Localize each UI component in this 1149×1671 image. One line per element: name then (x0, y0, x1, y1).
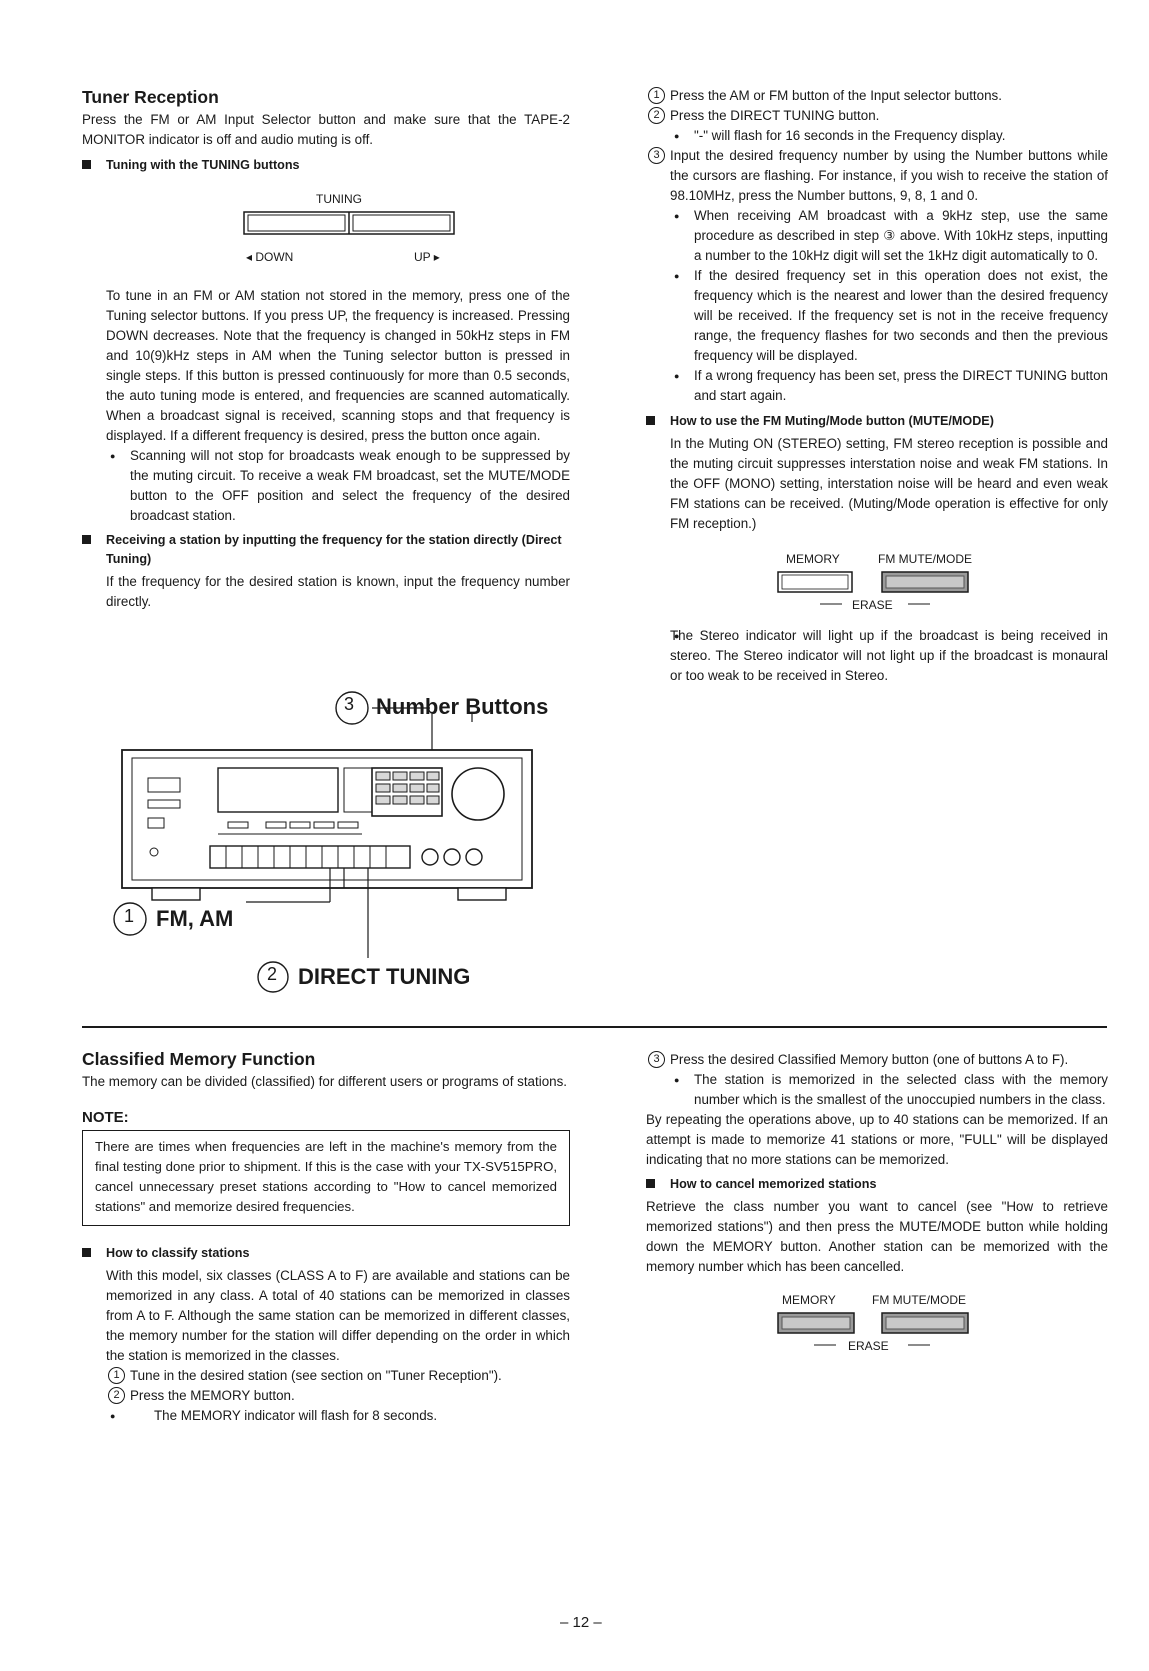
callout-num-3: 3 (344, 694, 355, 714)
classify-step-number-3: 3 (648, 1051, 665, 1068)
note-box: There are times when frequencies are left in the machine's memory from the final testing done prior to shipment. If this is the case with your TX-SV515PRO, cancel unnecessary preset stations according to "How to cancel memorized stations" and memorize desired frequencies. (82, 1130, 570, 1226)
tuning-buttons-illustration (82, 208, 570, 248)
cancel-body: Retrieve the class number you want to cancel (see "How to retrieve memorized stations") and then press the MUTE/MODE button while holding down the MEMORY button. Another station can be memorized with the memory number which has been cancelled. (646, 1199, 1108, 1274)
stereo-indicator-bullet: ● The Stereo indicator will light up if the broadcast is being received in stereo. The Stereo indicator will not light up if the broadcast is monaural or too weak to be received in Stereo. (646, 626, 1108, 686)
classify-step-number-2: 2 (108, 1387, 125, 1404)
step-number-3: 3 (648, 147, 665, 164)
tuning-body: To tune in an FM or AM station not stored in the memory, press one of the Tuning selector buttons. If you press UP, the frequency is increased. Pressing DOWN decreases. Note that the frequency is changed in 50kHz steps in FM and 10(9)kHz steps in AM when the Tuning selector button is pressed in single steps. If this button is pressed continuously for more than 0.5 seconds, the auto tuning mode is entered, and frequencies are scanned automatically. When a broadcast signal is received, scanning stops and that frequency is displayed. If a different frequency is desired, press the button once again. (106, 288, 570, 443)
note-label: NOTE: (82, 1109, 129, 1126)
step-3-bullet-2: ● If the desired frequency set in this operation does not exist, the frequency which is the nearest and lower than the desired frequency will be received. If the frequency set is not in the receive frequency range, the frequency flashes for two seconds and then the previous frequency will be displayed. (646, 266, 1108, 366)
classify-step-3-bullet: ● The station is memorized in the selected class with the memory number which is the smallest of the unoccupied numbers in the class. (646, 1070, 1108, 1110)
step-2 (646, 106, 1108, 126)
step-number-2: 2 (648, 107, 665, 124)
step-3-bullet-1: ● When receiving AM broadcast with a 9kHz step, use the same procedure as described in step ③ above. With 10kHz steps, inputting a number to the 10kHz digit will set the 1kHz digit automatically to 0. (646, 206, 1108, 266)
step-3-bullet-3: ● If a wrong frequency has been set, press the DIRECT TUNING button and start again. (646, 366, 1108, 406)
repeat-body: By repeating the operations above, up to 40 stations can be memorized. If an attempt is made to memorize 41 stations or more, "FULL" will be displayed indicating that no more stations can be memorized. (646, 1112, 1108, 1167)
tuning-bullet: ● Scanning will not stop for broadcasts weak enough to be suppressed by the muting circuit. To receive a weak FM broadcast, set the MUTE/MODE button to the OFF position and select the frequency of the desired broadcast station. (82, 446, 570, 526)
tuning-label: TUNING (316, 192, 362, 206)
memory-label-bottom: MEMORY (782, 1293, 836, 1307)
step-2-text: Press the DIRECT TUNING button. (670, 108, 880, 123)
step-3-text: Input the desired frequency number by using the Number buttons while the cursors are flashing. For instance, if you wish to receive the station of 98.10MHz, press the Number buttons, 9, 8, 1 and 0. (670, 148, 1108, 203)
tuning-button-diagram (82, 178, 570, 286)
tuner-section (82, 86, 570, 612)
receiver-illustration (100, 688, 580, 988)
classified-intro: The memory can be divided (classified) for different users or programs of stations. (82, 1074, 567, 1089)
memory-mute-diagram-bottom (646, 1277, 1108, 1367)
page-number: – 12 – (560, 1614, 602, 1631)
direct-body: If the frequency for the desired station is known, input the frequency number directly. (106, 574, 570, 609)
tuning-up-label: UP ▸ (414, 250, 440, 264)
classify-step-2 (82, 1386, 570, 1406)
receiver-front-panel (100, 688, 580, 988)
muting-body: In the Muting ON (STEREO) setting, FM stereo reception is possible and the muting circuit suppresses interstation noise and weak FM stations. In the OFF (MONO) setting, interstation noise will be heard and even weak FM stations can be received. (Muting/Mode operation is effective for only FM reception.) (670, 436, 1108, 531)
classify-step-1 (82, 1366, 570, 1386)
step-2-bullet: ● "-" will flash for 16 seconds in the Frequency display. (646, 126, 1108, 146)
classify-step-3-text: Press the desired Classified Memory button (one of buttons A to F). (670, 1052, 1069, 1067)
erase-label-bottom: ERASE (848, 1339, 889, 1353)
callout-fm-am: FM, AM (156, 906, 234, 931)
step-3 (646, 146, 1108, 206)
memory-mute-diagram-top (646, 534, 1108, 626)
heading-classify: How to classify stations (82, 1244, 570, 1263)
mute-label-top: FM MUTE/MODE (878, 552, 972, 566)
tuning-down-label: ◂ DOWN (246, 250, 294, 264)
heading-tuning-buttons: Tuning with the TUNING buttons (82, 156, 570, 175)
tuner-intro: Press the FM or AM Input Selector button and make sure that the TAPE-2 MONITOR indicator is off and audio muting is off. (82, 112, 570, 147)
callout-direct-tuning: DIRECT TUNING (298, 964, 471, 989)
heading-muting-mode: How to use the FM Muting/Mode button (MUTE/MODE) (646, 412, 1108, 431)
classify-step-2-bullet: ● The MEMORY indicator will flash for 8 seconds. (82, 1406, 570, 1426)
erase-label-top: ERASE (852, 598, 893, 612)
callout-num-1: 1 (124, 906, 135, 926)
callout-num-2: 2 (267, 964, 278, 984)
callout-number-buttons: Number Buttons (376, 694, 549, 719)
classify-body: With this model, six classes (CLASS A to F) are available and stations can be memorized in any class. A total of 40 stations can be memorized in classes from A to F. Although the same station can be memorized in different classes, the memory number for the station will differ depending on the order in which the station is memorized in the classes. (106, 1268, 570, 1363)
section-title-classified: Classified Memory Function (82, 1049, 316, 1069)
step-1 (646, 86, 1108, 106)
classify-step-number-1: 1 (108, 1367, 125, 1384)
mute-label-bottom: FM MUTE/MODE (872, 1293, 966, 1307)
heading-direct-tuning: Receiving a station by inputting the frequency for the station directly (Direct Tuning) (82, 531, 570, 569)
heading-cancel: How to cancel memorized stations (646, 1175, 1108, 1194)
classify-step-1-text: Tune in the desired station (see section on "Tuner Reception"). (130, 1368, 502, 1383)
classify-step-2-text: Press the MEMORY button. (130, 1388, 295, 1403)
classified-section (82, 1048, 570, 1426)
direct-tuning-steps (646, 86, 1108, 686)
section-divider (82, 1026, 1107, 1028)
classified-steps-right (646, 1050, 1108, 1367)
memory-label-top: MEMORY (786, 552, 840, 566)
step-number-1: 1 (648, 87, 665, 104)
step-1-text: Press the AM or FM button of the Input selector buttons. (670, 88, 1002, 103)
section-title-tuner: Tuner Reception (82, 87, 219, 107)
classify-step-3 (646, 1050, 1108, 1070)
